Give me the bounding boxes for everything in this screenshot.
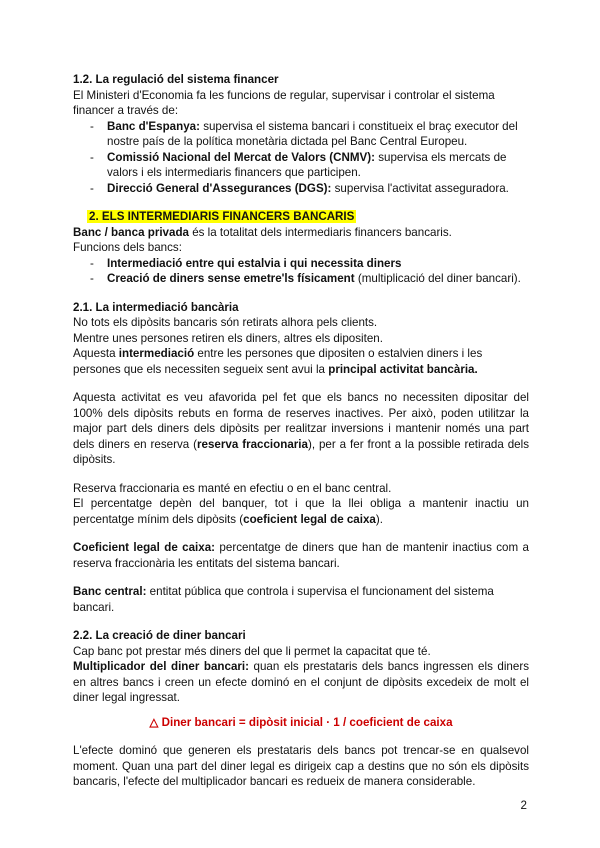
list-item-term: Direcció General d'Assegurances (DGS): <box>107 181 332 195</box>
list-item <box>73 181 529 197</box>
highlighted-heading: 2. ELS INTERMEDIARIS FINANCERS BANCARIS <box>89 210 355 223</box>
bold-run: Coeficient legal de caixa: <box>73 541 216 554</box>
list-item <box>73 271 529 287</box>
spacer <box>73 287 529 300</box>
list-item-term: Comissió Nacional del Mercat de Valors (CNMV): <box>107 150 376 164</box>
list-item <box>73 256 529 272</box>
text-run: entre les persones que dipositen o estalvien diners i les persones que els necessiten segueix sent avui la <box>73 347 483 376</box>
bold-run: coeficient legal de caixa <box>243 512 376 526</box>
section-1-2-heading: 1.2. La regulació del sistema financer <box>73 73 279 86</box>
paragraph: No tots els dipòsits bancaris són retirats alhora pels clients. <box>73 316 378 329</box>
list-item <box>73 119 529 150</box>
dash-bullet: - <box>90 150 94 164</box>
funcions-label: Funcions dels bancs: <box>73 241 182 254</box>
spacer <box>73 730 529 743</box>
dash-bullet: - <box>90 256 94 270</box>
spacer <box>73 615 529 628</box>
section-1-2-intro: El Ministeri d'Economia fa les funcions de regular, supervisar i controlar el sistema financer a través de: <box>73 88 495 117</box>
list-item-text: supervisa el sistema bancari i constitueix el braç executor del nostre país de la política monetària dictada pel Banc Central Europeu. <box>107 119 518 148</box>
paragraph: Mentre unes persones retiren els diners, altres els dipositen. <box>73 331 383 345</box>
definition-term: Banc / banca privada <box>73 225 189 239</box>
section-2-heading <box>73 209 529 225</box>
text-run: ). <box>375 512 383 526</box>
spacer <box>73 706 529 715</box>
paragraph: Cap banc pot prestar més diners del que li permet la capacitat que té. <box>73 644 431 658</box>
bold-run: Banc central: <box>73 585 147 598</box>
text-run: percentatge de diners que han de mantenir inactius com a reserva fraccionària les entitats del sistema bancari. <box>73 541 529 570</box>
regulators-list <box>73 119 529 197</box>
text-run: quan els prestataris dels bancs ingressen els diners en altres bancs i creen un efecte dominó en el conjunt de dipòsits excedeix de molt el diner legal ingressat. <box>73 660 529 704</box>
banc-definition <box>73 225 529 241</box>
bold-run: Multiplicador del diner bancari: <box>73 660 249 673</box>
bold-run: intermediació <box>118 347 195 360</box>
spacer <box>73 571 529 584</box>
list-item-term: Intermediació entre qui estalvia i qui necessita diners <box>107 256 402 270</box>
paragraph <box>73 659 529 706</box>
formula: △ Diner bancari = dipòsit inicial · 1 / coeficient de caixa <box>149 715 453 729</box>
page-content <box>73 72 529 790</box>
bold-run: reserva fraccionaria <box>197 437 308 451</box>
spacer <box>73 377 529 390</box>
dash-bullet: - <box>90 181 94 195</box>
spacer <box>73 468 529 481</box>
list-item-term: Banc d'Espanya: <box>107 119 200 133</box>
text-run: Aquesta activitat es veu afavorida pel fet que els bancs no necessiten dipositar del 100% dels dipòsits rebuts en forma de reserves inactives. Per això, poden utilitzar la major part dels diners dels dipòsits per realitzar inversions i mantenir només una part dels diners en reserva ( <box>73 391 529 451</box>
funcions-list <box>73 256 529 287</box>
list-item-text: (multiplicació del diner bancari). <box>354 272 521 285</box>
spacer <box>73 196 529 209</box>
text-run: Aquesta <box>73 347 119 360</box>
dash-bullet: - <box>90 119 94 133</box>
spacer <box>73 527 529 540</box>
paragraph <box>73 390 529 468</box>
definition-text: és la totalitat dels intermediaris financers bancaris. <box>188 225 452 239</box>
dash-bullet: - <box>90 272 94 285</box>
list-item <box>73 150 529 181</box>
paragraph <box>73 584 529 615</box>
text-run: El percentatge depèn del banquer, tot i que la llei obliga a mantenir inactiu un percentatge mínim dels dipòsits ( <box>73 497 529 526</box>
page-number: 2 <box>520 799 527 812</box>
bold-run: principal activitat bancària. <box>328 362 478 376</box>
paragraph: Reserva fraccionaria es manté en efectiu o en el banc central. <box>73 481 392 495</box>
section-2-1-heading: 2.1. La intermediació bancària <box>73 300 239 314</box>
list-item-term: Creació de diners sense emetre'ls físicament <box>107 272 355 285</box>
text-run: ), per a fer front a la possible retirada dels dipòsits. <box>73 437 529 466</box>
paragraph <box>73 540 529 571</box>
list-item-text: supervisa els mercats de valors i els intermediaris financers que participen. <box>107 150 507 179</box>
list-item-text: supervisa l'activitat asseguradora. <box>331 181 509 195</box>
paragraph <box>73 496 529 527</box>
paragraph <box>73 346 529 377</box>
text-run: entitat pública que controla i supervisa el funcionament del sistema bancari. <box>73 585 494 614</box>
paragraph: L'efecte dominó que generen els prestataris dels bancs pot trencar-se en qualsevol moment. Quan una part del diner legal es dirigeix cap a destins que no són els dipòsits bancaris, l'efecte del multiplicador bancari es redueix de manera considerable. <box>73 744 529 788</box>
section-2-2-heading: 2.2. La creació de diner bancari <box>73 629 246 642</box>
